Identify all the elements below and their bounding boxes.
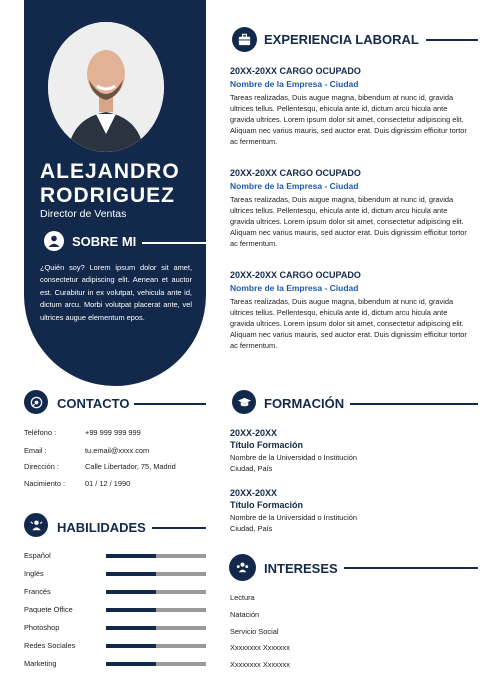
person-icon xyxy=(44,231,64,251)
education-title: FORMACIÓN xyxy=(264,396,345,411)
education-entry xyxy=(230,488,357,534)
skill-name: Redes Sociales xyxy=(24,641,76,650)
skill-level-fill xyxy=(106,554,156,558)
skill-level-bar xyxy=(106,554,206,558)
profile-name xyxy=(40,160,180,208)
job-description: Tareas realizadas, Duis augue magna, bibendum at nunc id, gravida ultrices tellus. Pellentesqu, ehicula ante id, dictum arcu hicula ante gravida ultrices. Lorem ipsum dolor sit amet, consectetur adipiscing elit. Aliquam nec varius mauris, sed auctor erat. Duis dignissim efficitur tortor ac fermentum. xyxy=(230,297,467,350)
contact-title: CONTACTO xyxy=(57,396,130,411)
education-degree: Título Formación xyxy=(230,440,303,450)
skill-level-bar xyxy=(106,644,206,648)
last-name: RODRIGUEZ xyxy=(40,184,175,207)
about-title: SOBRE MI xyxy=(72,233,137,249)
about-text: ¿Quién soy? Lorem ipsum dolor sit amet, consectetur adipiscing elit. Aenean et auctor est. Curabitur in ex volutpat, vehicula ante id, dictum arcu. Morbi volutpat placerat ante, vel ultrices augue elementum epos. xyxy=(40,263,192,322)
skill-name: Español xyxy=(24,551,51,560)
contact-divider xyxy=(134,403,206,405)
skill-row xyxy=(24,623,206,632)
interests-icon xyxy=(229,554,256,581)
experience-title: EXPERIENCIA LABORAL xyxy=(264,32,419,47)
interest-item: Servicio Social xyxy=(230,627,279,636)
skill-row xyxy=(24,659,206,668)
skill-name: Francés xyxy=(24,587,51,596)
skill-level-fill xyxy=(106,572,156,576)
job-header: 20XX-20XX CARGO OCUPADO xyxy=(230,168,361,178)
education-years: 20XX-20XX xyxy=(230,428,278,438)
graduation-cap-icon xyxy=(232,390,256,414)
job-description: Tareas realizadas, Duis augue magna, bibendum at nunc id, gravida ultrices tellus. Pellentesqu, ehicula ante id, dictum arcu hicula ante gravida ultrices. Lorem ipsum dolor sit amet, consectetur adipiscing elit. Aliquam nec varius mauris, sed auctor erat. Duis dignissim efficitur tortor ac fermentum. xyxy=(230,93,467,146)
skill-level-bar xyxy=(106,662,206,666)
profile-role: Director de Ventas xyxy=(40,208,127,220)
skill-level-fill xyxy=(106,590,156,594)
contact-label: Nacimiento : xyxy=(24,479,66,488)
skill-row xyxy=(24,569,206,578)
skill-name: Photoshop xyxy=(24,623,60,632)
job-entry xyxy=(230,66,470,147)
skill-name: Paquete Office xyxy=(24,605,73,614)
contact-label: Email : xyxy=(24,446,47,455)
education-entry xyxy=(230,428,357,474)
contact-value: tu.email@xxxx.com xyxy=(85,446,150,455)
skill-row xyxy=(24,551,206,560)
skills-icon xyxy=(24,513,48,537)
contact-value: Calle Libertador, 75, Madrid xyxy=(85,462,176,471)
skill-level-bar xyxy=(106,572,206,576)
about-divider xyxy=(142,242,206,244)
interests-title: INTERESES xyxy=(264,561,338,576)
contact-icon xyxy=(24,390,48,414)
contact-label: Dirección : xyxy=(24,462,59,471)
job-company: Nombre de la Empresa - Ciudad xyxy=(230,283,359,293)
skills-title: HABILIDADES xyxy=(57,520,146,535)
skill-name: Inglés xyxy=(24,569,44,578)
interests-divider xyxy=(344,567,478,569)
skill-row xyxy=(24,641,206,650)
briefcase-icon xyxy=(232,27,257,52)
job-company: Nombre de la Empresa - Ciudad xyxy=(230,79,359,89)
education-institution: Nombre de la Universidad o Institución xyxy=(230,513,357,522)
skill-name: Marketing xyxy=(24,659,57,668)
education-city: Ciudad, País xyxy=(230,524,273,533)
education-divider xyxy=(350,403,478,405)
skill-level-fill xyxy=(106,608,156,612)
skill-row xyxy=(24,587,206,596)
skill-level-fill xyxy=(106,644,156,648)
job-company: Nombre de la Empresa - Ciudad xyxy=(230,181,359,191)
contact-birthdate xyxy=(24,479,130,488)
experience-divider xyxy=(426,39,478,41)
interest-item: Xxxxxxxx Xxxxxxx xyxy=(230,643,290,652)
about-header xyxy=(44,231,136,251)
interest-item: Lectura xyxy=(230,593,255,602)
first-name: ALEJANDRO xyxy=(40,160,180,183)
interest-item: Xxxxxxxx Xxxxxxx xyxy=(230,660,290,669)
skill-row xyxy=(24,605,206,614)
contact-address xyxy=(24,462,176,471)
job-entry xyxy=(230,168,470,249)
skill-level-fill xyxy=(106,662,156,666)
skill-level-bar xyxy=(106,590,206,594)
skill-level-bar xyxy=(106,626,206,630)
education-institution: Nombre de la Universidad o Institución xyxy=(230,453,357,462)
job-header: 20XX-20XX CARGO OCUPADO xyxy=(230,270,361,280)
job-header: 20XX-20XX CARGO OCUPADO xyxy=(230,66,361,76)
contact-label: Teléfono : xyxy=(24,428,57,437)
job-description: Tareas realizadas, Duis augue magna, bibendum at nunc id, gravida ultrices tellus. Pellentesqu, ehicula ante id, dictum arcu hicula ante gravida ultrices. Lorem ipsum dolor sit amet, consectetur adipiscing elit. Aliquam nec varius mauris, sed auctor erat. Duis dignissim efficitur tortor ac fermentum. xyxy=(230,195,467,248)
education-years: 20XX-20XX xyxy=(230,488,278,498)
contact-phone xyxy=(24,428,141,437)
education-city: Ciudad, País xyxy=(230,464,273,473)
skills-divider xyxy=(152,527,206,529)
contact-value: 01 / 12 / 1990 xyxy=(85,479,131,488)
skill-level-bar xyxy=(106,608,206,612)
profile-photo xyxy=(48,22,164,152)
skill-level-fill xyxy=(106,626,156,630)
job-entry xyxy=(230,270,470,351)
contact-email xyxy=(24,446,149,455)
interest-item: Natación xyxy=(230,610,260,619)
education-degree: Título Formación xyxy=(230,500,303,510)
contact-value: +99 999 999 999 xyxy=(85,428,141,437)
